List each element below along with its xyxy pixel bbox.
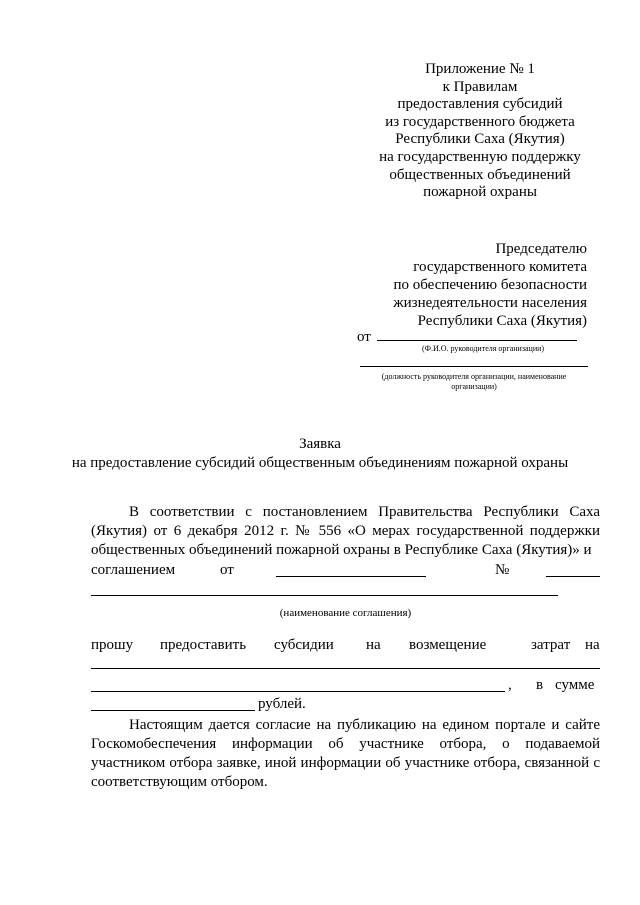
request-row [91, 636, 600, 655]
request-word: субсидии [274, 637, 334, 653]
rubles-row [91, 695, 600, 714]
paragraph-2: Настоящим дается согласие на публикацию на едином портале и сайте Госкомобеспечения информации об участнике отбора, о подаваемой участником отбора заявке, иной информации об участнике отбора, связанной с соответствующим отбором. [91, 717, 600, 790]
request-word: прошу [91, 637, 134, 653]
agreement-name-blank[interactable] [91, 595, 558, 596]
title-line-1: Заявка [299, 436, 341, 452]
appendix-block [360, 61, 600, 202]
paragraph-1: В соответствии с постановлением Правительства Республики Саха (Якутия) от 6 декабря 2012 г. № 556 «О мерах государственной поддержки общественных объединений пожарной охраны в Республике Саха (Якутия)» и [91, 504, 600, 558]
position-caption: (должность руководителя организации, наименование организации) [381, 372, 567, 391]
agreement-caption: (наименование соглашения) [279, 607, 412, 619]
agreement-date-blank[interactable] [276, 576, 426, 577]
number-sign: № [495, 562, 510, 578]
addressee-line: Республики Саха (Якутия) [417, 313, 587, 329]
amount-blank[interactable] [91, 710, 255, 711]
request-word: возмещение [409, 637, 487, 653]
agreement-word: соглашением [91, 562, 176, 578]
request-word: на [366, 637, 381, 653]
from-name-blank[interactable] [377, 326, 577, 341]
costs-blank-1[interactable] [91, 668, 600, 669]
sum-word: сумме [555, 677, 595, 693]
costs-blank-2[interactable] [91, 691, 505, 692]
addressee-line: Председателю [495, 241, 587, 257]
agreement-number-blank[interactable] [546, 576, 600, 577]
in-word: в [536, 677, 544, 693]
title-line-2: на предоставление субсидий общественным объединениям пожарной охраны [71, 455, 569, 471]
appendix-line: общественных объединений [389, 166, 571, 183]
sum-row [91, 676, 600, 695]
request-word: на [585, 637, 600, 653]
from-caption: (Ф.И.О. руководителя организации) [421, 344, 545, 353]
appendix-line: пожарной охраны [423, 184, 537, 201]
addressee-line: по обеспечению безопасности [393, 277, 587, 293]
agreement-row [91, 561, 600, 580]
request-word: затрат [531, 637, 571, 653]
from-word: от [220, 562, 234, 578]
appendix-line: Приложение № 1 [425, 61, 535, 77]
from-label: от [357, 329, 371, 345]
addressee-line: государственного комитета [413, 259, 587, 275]
position-blank[interactable] [360, 366, 588, 367]
from-line [357, 326, 587, 346]
appendix-line: на государственную поддержку [379, 148, 581, 165]
appendix-line: предоставления субсидий [397, 96, 563, 113]
appendix-line: к Правилам [442, 78, 518, 95]
appendix-line: из государственного бюджета [385, 113, 575, 130]
appendix-line: Республики Саха (Якутия) [395, 131, 565, 148]
addressee-line: жизнедеятельности населения [393, 295, 587, 311]
comma: , [508, 677, 512, 693]
rubles-word: рублей. [258, 696, 306, 712]
request-word: предоставить [160, 637, 247, 653]
document-title [40, 435, 600, 473]
addressee-block [340, 240, 587, 330]
